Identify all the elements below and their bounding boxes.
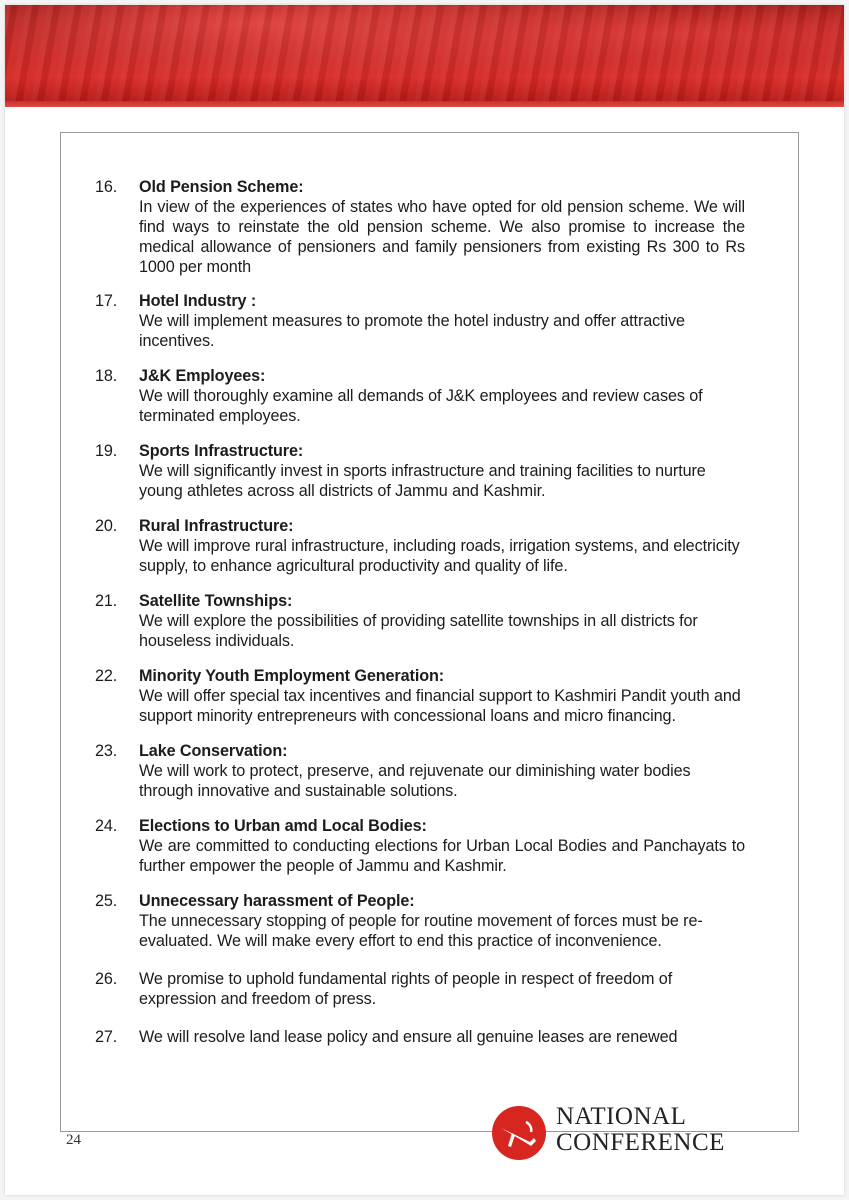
item-number: 20.: [95, 517, 118, 535]
list-item: [95, 516, 745, 576]
list-item: [95, 969, 745, 1009]
logo-wordmark: [556, 1104, 725, 1156]
item-title: Old Pension Scheme:: [139, 178, 304, 196]
item-title: Rural Infrastructure:: [139, 517, 294, 535]
item-title: Satellite Townships:: [139, 592, 293, 610]
item-title: Hotel Industry :: [139, 292, 257, 310]
item-body: We will work to protect, preserve, and rejuvenate our diminishing water bodies through innovative and sustainable solutions.: [139, 762, 691, 800]
item-body: We will improve rural infrastructure, including roads, irrigation systems, and electricity supply, to enhance agricultural productivity and quality of life.: [139, 537, 740, 575]
item-title: Lake Conservation:: [139, 742, 288, 760]
item-title: Sports Infrastructure:: [139, 442, 304, 460]
item-title: Elections to Urban amd Local Bodies:: [139, 817, 427, 835]
item-body: We will offer special tax incentives and financial support to Kashmiri Pandit youth and support minority entrepreneurs with concessional loans and micro financing.: [139, 687, 741, 725]
item-body: We will resolve land lease policy and ensure all genuine leases are renewed: [139, 1028, 678, 1046]
header-stripe: [5, 101, 844, 107]
item-body: We will explore the possibilities of providing satellite townships in all districts for houseless individuals.: [139, 612, 698, 650]
item-number: 18.: [95, 367, 118, 385]
manifesto-list: [95, 177, 745, 1047]
item-body: The unnecessary stopping of people for routine movement of forces must be re-evaluated. We will make every effort to end this practice of inconvenience.: [139, 912, 703, 950]
item-number: 16.: [95, 178, 118, 196]
item-number: 26.: [95, 970, 118, 988]
national-conference-logo: [490, 1102, 750, 1162]
item-number: 23.: [95, 742, 118, 760]
item-number: 27.: [95, 1028, 118, 1046]
item-title: Minority Youth Employment Generation:: [139, 667, 445, 685]
item-number: 21.: [95, 592, 118, 610]
list-item: [95, 1027, 745, 1047]
page-number: 24: [66, 1132, 81, 1148]
item-body: We promise to uphold fundamental rights of people in respect of freedom of expression and freedom of press.: [139, 970, 673, 1008]
list-item: [95, 441, 745, 501]
logo-line-1: NATIONAL: [556, 1103, 687, 1130]
item-number: 24.: [95, 817, 118, 835]
item-number: 19.: [95, 442, 118, 460]
list-item: [95, 177, 745, 277]
item-body: We will significantly invest in sports infrastructure and training facilities to nurture young athletes across all districts of Jammu and Kashmir.: [139, 462, 706, 500]
item-number: 22.: [95, 667, 118, 685]
item-body: In view of the experiences of states who have opted for old pension scheme. We will find ways to reinstate the old pension scheme. We also promise to increase the medical allowance of pensioners and family pensioners from existing Rs 300 to Rs 1000 per month: [139, 198, 745, 276]
item-body: We are committed to conducting elections for Urban Local Bodies and Panchayats to further empower the people of Jammu and Kashmir.: [139, 837, 745, 875]
list-item: [95, 741, 745, 801]
item-number: 17.: [95, 292, 118, 310]
logo-line-2: CONFERENCE: [556, 1129, 725, 1156]
item-number: 25.: [95, 892, 118, 910]
header-banner: [5, 5, 844, 101]
list-item: [95, 816, 745, 876]
plough-emblem-icon: [490, 1104, 548, 1162]
list-item: [95, 291, 745, 351]
item-title: J&K Employees:: [139, 367, 266, 385]
list-item: [95, 591, 745, 651]
list-item: [95, 891, 745, 951]
item-body: We will implement measures to promote the hotel industry and offer attractive incentives.: [139, 312, 685, 350]
list-item: [95, 366, 745, 426]
list-item: [95, 666, 745, 726]
item-title: Unnecessary harassment of People:: [139, 892, 415, 910]
item-body: We will thoroughly examine all demands of J&K employees and review cases of terminated employees.: [139, 387, 703, 425]
